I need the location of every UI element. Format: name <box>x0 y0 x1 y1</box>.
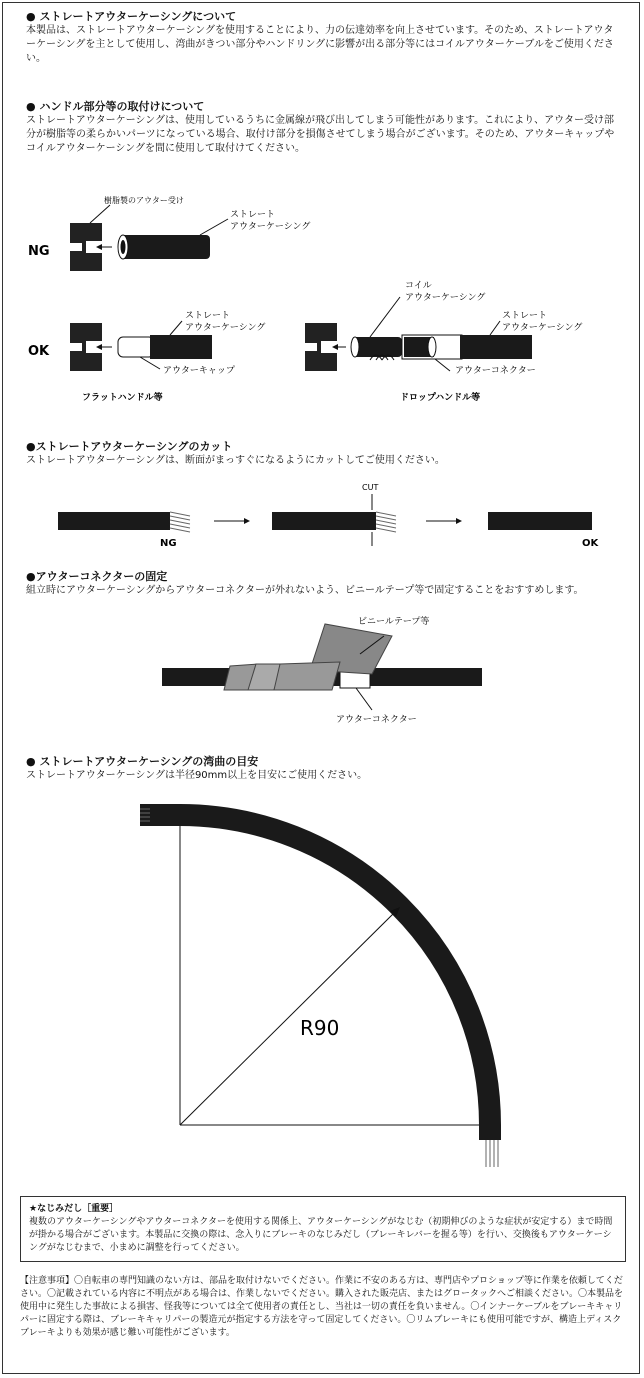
tape-wrap <box>274 662 340 690</box>
bend-radius-diagram <box>0 795 644 1180</box>
handle-mount-diagram <box>0 185 644 410</box>
straight-outer-drop <box>460 335 532 359</box>
section-connector-fix <box>26 570 620 598</box>
label-outer-connector: アウターコネクター <box>455 366 536 376</box>
section-body: 本製品は、ストレートアウターケーシングを使用することにより、力の伝達効率を向上させています。そのため、ストレートアウターケーシングを主として使用し、湾曲がきつい部分やハンドリングに影響が出る部分等にはコイルアウターケーブルをご使用ください。 <box>26 25 614 64</box>
notice-body: 複数のアウターケーシングやアウターコネクターを使用する関係上、アウターケーシングがなじむ（初期伸びのような症状が安定する）まで時間が掛かる場合がございます。本製品に交換の際は、念入りにブレーキのなじみだし（ブレーキレバーを握る等）を行い、交換後もアウターケーシングがなじむまで、小まめに調整を行ってください。 <box>29 1217 613 1253</box>
tape-diagram <box>0 610 644 735</box>
leader-line <box>90 205 110 223</box>
curved-casing <box>140 815 490 1140</box>
casing-cutting <box>272 512 376 530</box>
cut-ng-label: NG <box>160 538 177 549</box>
arrow-right-icon <box>456 518 462 524</box>
cut-diagram <box>0 480 644 550</box>
ng-label: NG <box>28 244 50 259</box>
section-bend-guide <box>26 755 620 783</box>
radius-label: R90 <box>300 1016 340 1040</box>
straight-outer-ok <box>150 335 212 359</box>
bullet-icon: ● <box>26 100 36 113</box>
section-heading: ストレートアウターケーシングの湾曲の目安 <box>39 755 259 768</box>
label-outer-casing: アウターケーシング <box>230 222 311 232</box>
bullet-icon: ● <box>26 10 36 23</box>
outer-cap <box>118 337 154 357</box>
coil-outer <box>351 337 402 360</box>
section-heading: ストレートアウターケーシングのカット <box>35 440 233 453</box>
section-body: 組立時にアウターケーシングからアウターコネクターが外れないよう、ビニールテープ等で固定することをおすすめします。 <box>26 585 584 596</box>
section-handle-mount <box>26 100 620 156</box>
section-heading: アウターコネクターの固定 <box>35 570 168 583</box>
label-outer-connector: アウターコネクター <box>336 715 417 725</box>
section-body: ストレートアウターケーシングは、使用しているうちに金属線が飛び出してしまう可能性があります。これにより、アウター受け部分が樹脂等の柔らかいパーツになっている場合、取付け部分を損傷させてしまう場合がございます。そのため、アウターキャップやコイルアウターケーシングを間に使用して取付けてください。 <box>26 115 615 154</box>
ok-label: OK <box>28 344 50 359</box>
section-heading: ストレートアウターケーシングについて <box>39 10 237 23</box>
casing-ok <box>488 512 592 530</box>
section-straight-outer <box>26 10 620 66</box>
caution-text: 【注意事項】〇自転車の専門知識のない方は、部品を取付けないでください。作業に不安のある方は、専門店やプロショップ等に作業を依頼してください。〇記載されている内容に不明点がある場合は、作業しないでください。購入された販売店、またはグロータックへご相談ください。〇本製品を使用中に発生した事故による損害、怪我等については全て使用者の責任とし、当社は一切の責任を負いません。〇インナーケーブルをブレーキキャリパーに固定する際は、ブレーキキャリパーの製造元が指定する方法を守って固定してください。〇リムブレーキにも使用可能ですが、構造上ディスクブレーキよりも効果が感じ難い可能性がございます。 <box>20 1276 624 1338</box>
label-outer-cap: アウターキャップ <box>163 366 235 376</box>
section-cut <box>26 440 620 468</box>
notice-box <box>20 1196 626 1262</box>
label-flat-handle: フラットハンドル等 <box>82 393 163 403</box>
label-straight: ストレート <box>230 210 276 220</box>
section-heading: ハンドル部分等の取付けについて <box>39 100 205 113</box>
radius-arrow <box>180 913 394 1125</box>
section-body: ストレートアウターケーシングは半径90mm以上を目安にご使用ください。 <box>26 770 368 781</box>
label-straight: ストレート <box>185 311 231 321</box>
label-coil-outer: アウターケーシング <box>405 293 486 303</box>
bullet-icon: ● <box>26 570 36 583</box>
label-coil: コイル <box>405 281 432 291</box>
label-drop-handle: ドロップハンドル等 <box>400 393 481 403</box>
notice-title: ★なじみだし［重要］ <box>29 1204 119 1214</box>
arrow-right-icon <box>244 518 250 524</box>
label-outer-casing: アウターケーシング <box>185 323 266 333</box>
label-vinyl-tape: ビニールテープ等 <box>358 617 430 627</box>
bullet-icon: ● <box>26 440 36 453</box>
bullet-icon: ● <box>26 755 36 768</box>
leader-line <box>200 219 228 235</box>
section-body: ストレートアウターケーシングは、断面がまっすぐになるようにカットしてご使用ください。 <box>26 455 445 466</box>
cut-label: CUT <box>362 483 379 492</box>
label-straight: ストレート <box>502 311 548 321</box>
straight-outer-ng <box>118 235 210 259</box>
label-resin-receiver: 樹脂製のアウター受け <box>104 196 184 205</box>
cut-ok-label: OK <box>582 538 599 549</box>
label-outer-casing: アウターケーシング <box>502 323 583 333</box>
casing-ng <box>58 512 170 530</box>
